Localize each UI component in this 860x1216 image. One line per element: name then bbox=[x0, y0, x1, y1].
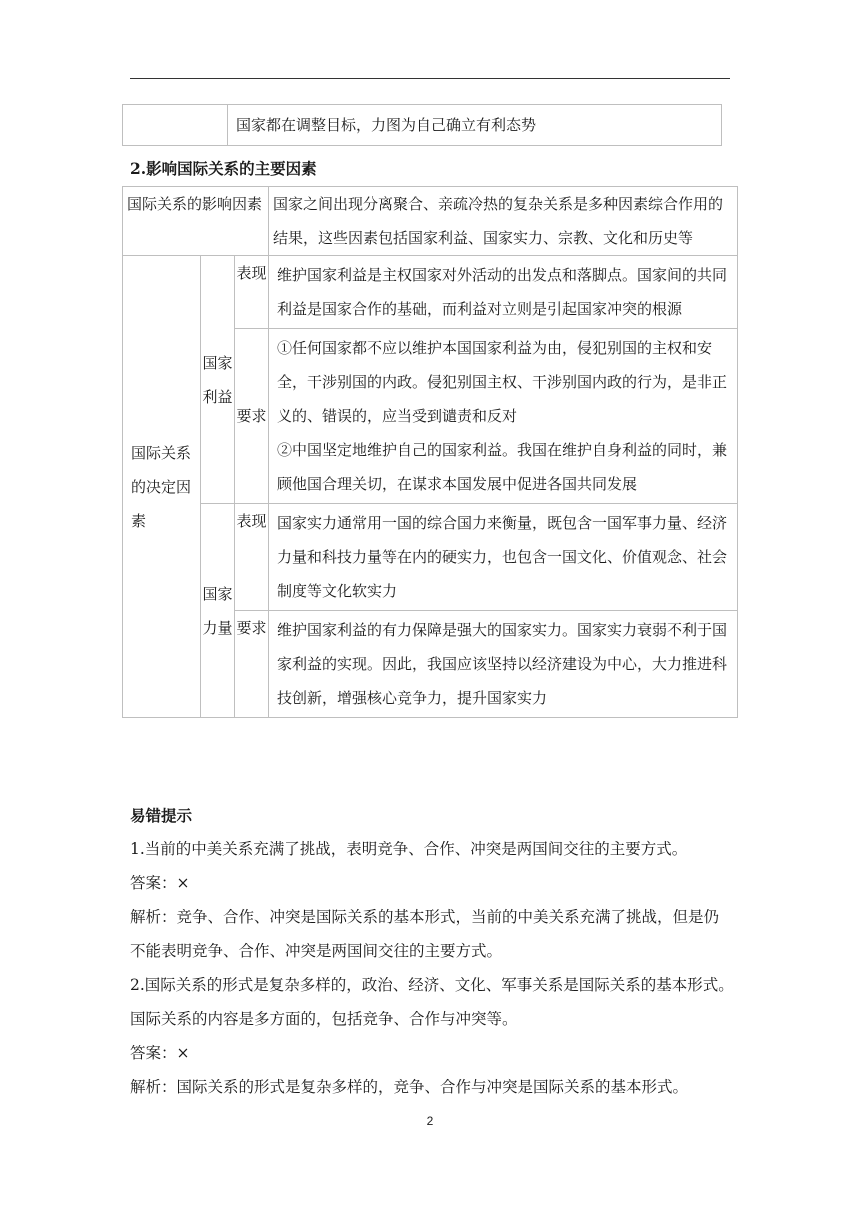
power-require-text: 维护国家利益的有力保障是强大的国家实力。国家实力衰弱不利于国家利益的实现。因此，我国应该坚持以经济建设为中心，大力推进科技创新，增强核心竞争力，提升国家实力 bbox=[269, 611, 738, 718]
error-tips-section bbox=[130, 800, 734, 1104]
continued-table bbox=[122, 104, 722, 146]
interest-require-1: ①任何国家都不应以维护本国国家利益为由，侵犯别国的主权和安全，干涉别国的内政。侵犯别国主权、干涉别国内政的行为，是非正义的、错误的，应当受到谴责和反对 bbox=[277, 339, 728, 425]
factors-table bbox=[122, 186, 738, 718]
power-label: 国家力量 bbox=[201, 504, 235, 718]
interest-require-cell bbox=[269, 329, 738, 504]
question-1: 1.当前的中美关系充满了挑战，表明竞争、合作、冲突是两国间交往的主要方式。 bbox=[130, 840, 688, 858]
influence-text: 国家之间出现分离聚合、亲疏冷热的复杂关系是多种因素综合作用的结果，这些因素包括国家利益、国家实力、宗教、文化和历史等 bbox=[269, 187, 738, 256]
influence-label: 国际关系的影响因素 bbox=[123, 187, 269, 256]
power-manifest-label: 表现 bbox=[235, 504, 269, 611]
section-heading: 2.影响国际关系的主要因素 bbox=[130, 159, 317, 178]
explanation-1: 解析：竞争、合作、冲突是国际关系的基本形式，当前的中美关系充满了挑战，但是仍不能表明竞争、合作、冲突是两国间交往的主要方式。 bbox=[130, 908, 720, 960]
continued-empty-cell bbox=[123, 105, 228, 146]
answer-1: 答案：× bbox=[130, 874, 190, 892]
continued-text-cell: 国家都在调整目标，力图为自己确立有利态势 bbox=[228, 105, 722, 146]
interest-require-2: ②中国坚定地维护自己的国家利益。我国在维护自身利益的同时，兼顾他国合理关切，在谋求本国发展中促进各国共同发展 bbox=[277, 441, 728, 493]
question-2: 2.国际关系的形式是复杂多样的，政治、经济、文化、军事关系是国际关系的基本形式。国际关系的内容是多方面的，包括竞争、合作与冲突等。 bbox=[130, 976, 734, 1028]
page-number: 2 bbox=[426, 1114, 434, 1128]
interest-require-label: 要求 bbox=[235, 329, 269, 504]
power-require-label: 要求 bbox=[235, 611, 269, 718]
interest-manifest-text: 维护国家利益是主权国家对外活动的出发点和落脚点。国家间的共同利益是国家合作的基础，而利益对立则是引起国家冲突的根源 bbox=[269, 256, 738, 329]
decisive-label: 国际关系的决定因素 bbox=[123, 256, 201, 718]
interest-label: 国家利益 bbox=[201, 256, 235, 504]
explanation-2: 解析：国际关系的形式是复杂多样的，竞争、合作与冲突是国际关系的基本形式。 bbox=[130, 1078, 689, 1096]
header-rule bbox=[130, 78, 730, 79]
answer-2: 答案：× bbox=[130, 1044, 190, 1062]
tips-heading: 易错提示 bbox=[130, 806, 193, 825]
interest-manifest-label: 表现 bbox=[235, 256, 269, 329]
power-manifest-text: 国家实力通常用一国的综合国力来衡量，既包含一国军事力量、经济力量和科技力量等在内的硬实力，也包含一国文化、价值观念、社会制度等文化软实力 bbox=[269, 504, 738, 611]
